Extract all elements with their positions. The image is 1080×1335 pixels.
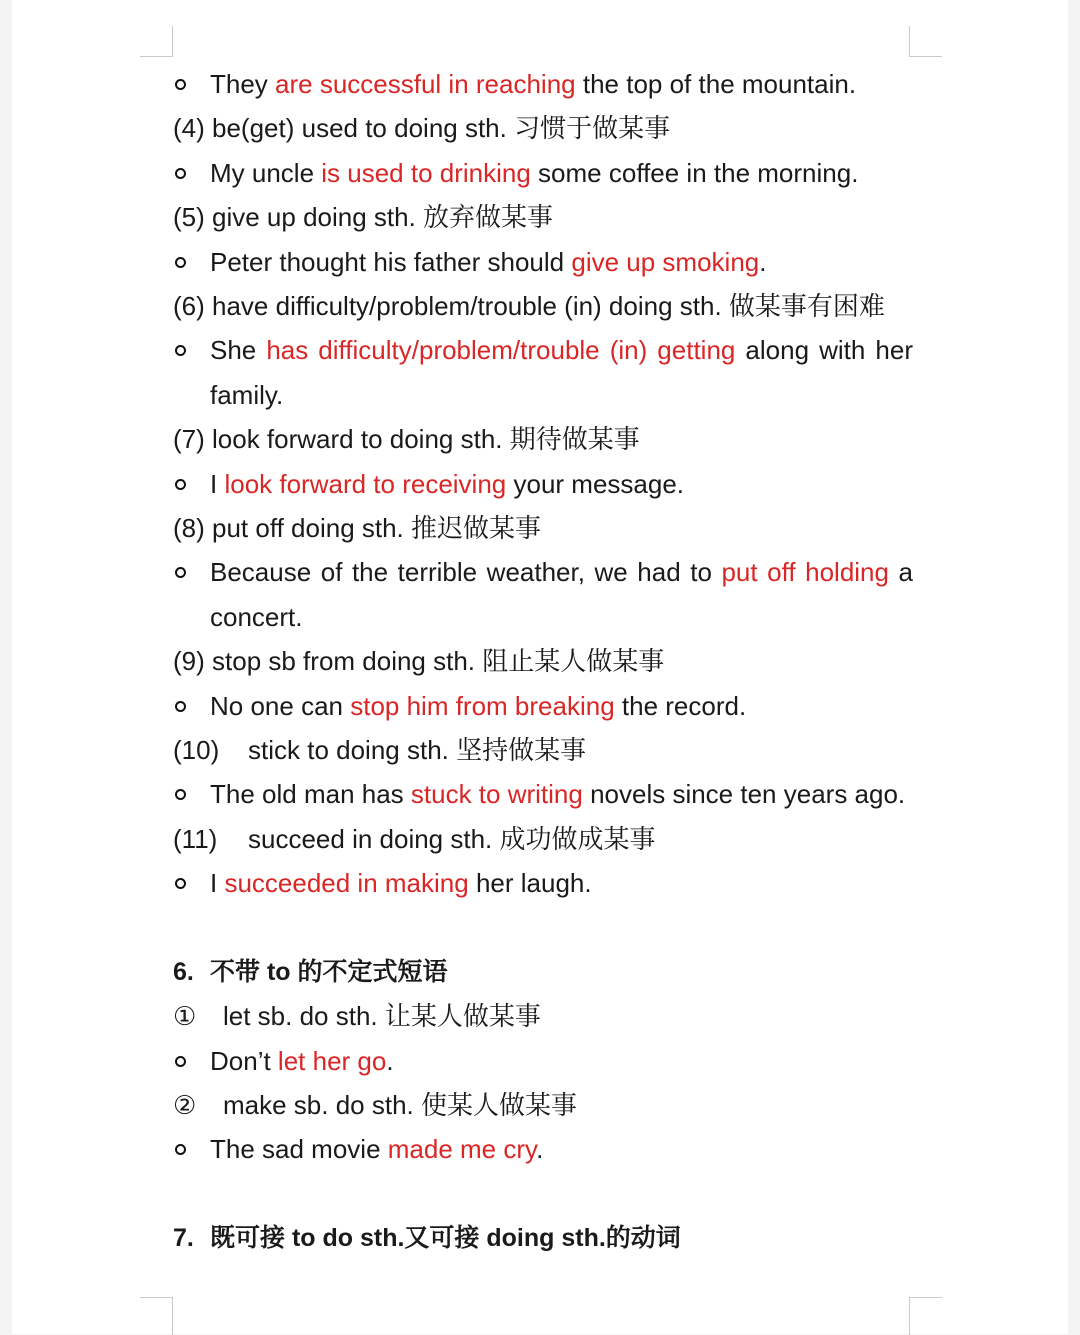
circled-number: ①: [173, 1001, 197, 1032]
phrase-text: be(get) used to doing sth. 习惯于做某事: [204, 113, 671, 144]
document-page: [12, 0, 1068, 1334]
page-corner-mark-top-right: [909, 26, 942, 57]
spacer: [173, 1172, 913, 1216]
phrase-number: (4): [173, 113, 205, 144]
bullet-icon: [175, 1144, 186, 1155]
phrase-text: give up doing sth. 放弃做某事: [204, 202, 554, 233]
phrase-item: [173, 106, 913, 150]
phrase-text: stick to doing sth. 坚持做某事: [248, 734, 587, 765]
phrase-text: look forward to doing sth. 期待做某事: [204, 424, 640, 455]
example-text: The sad movie made me cry.: [210, 1134, 544, 1165]
phrase-number: (11): [173, 823, 218, 854]
bullet-icon: [175, 479, 186, 490]
example-text: Peter thought his father should give up smoking.: [210, 246, 767, 277]
phrase-text: succeed in doing sth. 成功做成某事: [248, 823, 656, 854]
page-corner-mark-top-left: [140, 26, 173, 57]
phrase-text: stop sb from doing sth. 阻止某人做某事: [204, 646, 665, 677]
section-number: 6.: [173, 957, 194, 986]
bullet-icon: [175, 1056, 186, 1067]
phrase-item: [173, 728, 913, 772]
example-sentence: [173, 861, 913, 905]
example-text: I look forward to receiving your message.: [210, 468, 685, 499]
example-text: Because of the terrible weather, we had to put off holding a concert.: [210, 557, 913, 632]
phrase-item: [173, 817, 913, 861]
example-text: My uncle is used to drinking some coffee in the morning.: [210, 157, 859, 188]
example-sentence: [173, 772, 913, 816]
example-sentence: [173, 1039, 913, 1083]
phrase-text: put off doing sth. 推迟做某事: [204, 512, 542, 543]
page-corner-mark-bottom-left: [140, 1297, 173, 1335]
document-body: [173, 62, 913, 1261]
phrase-item: [173, 994, 913, 1038]
phrase-item: [173, 417, 913, 461]
example-sentence: [173, 550, 913, 639]
phrase-item: [173, 195, 913, 239]
phrase-item: [173, 506, 913, 550]
example-text: I succeeded in making her laugh.: [210, 868, 592, 899]
example-text: They are successful in reaching the top of the mountain.: [210, 69, 857, 99]
section-heading: [173, 950, 913, 994]
phrase-number: (9): [173, 646, 205, 677]
example-sentence: [173, 1127, 913, 1171]
example-text: No one can stop him from breaking the record.: [210, 690, 747, 721]
phrase-number: (6): [173, 290, 205, 321]
bullet-icon: [175, 168, 186, 179]
bullet-icon: [175, 701, 186, 712]
page-corner-mark-bottom-right: [909, 1297, 942, 1335]
spacer: [173, 905, 913, 949]
example-sentence: [173, 462, 913, 506]
bullet-icon: [175, 567, 186, 578]
example-sentence: [173, 240, 913, 284]
example-sentence: [173, 684, 913, 728]
example-sentence: [173, 62, 913, 106]
phrase-item: [173, 1083, 913, 1127]
phrase-number: (7): [173, 424, 205, 455]
phrase-number: (8): [173, 512, 205, 543]
circled-number: ②: [173, 1090, 197, 1121]
example-text: She has difficulty/problem/trouble (in) getting along with her family.: [210, 335, 913, 410]
phrase-item: [173, 284, 913, 328]
example-sentence: [173, 328, 913, 417]
bullet-icon: [175, 79, 186, 90]
bullet-icon: [175, 257, 186, 268]
bullet-icon: [175, 789, 186, 800]
phrase-number: (10): [173, 734, 220, 765]
section-title: 既可接 to do sth.又可接 doing sth.的动词: [210, 1224, 681, 1253]
phrase-text: let sb. do sth. 让某人做某事: [223, 1001, 541, 1032]
section-number: 7.: [173, 1224, 194, 1253]
phrase-item: [173, 639, 913, 683]
phrase-text: make sb. do sth. 使某人做某事: [223, 1090, 577, 1121]
bullet-icon: [175, 345, 186, 356]
example-text: Don’t let her go.: [210, 1045, 394, 1076]
section-title: 不带 to 的不定式短语: [210, 957, 448, 986]
phrase-number: (5): [173, 202, 205, 233]
example-sentence: [173, 151, 913, 195]
section-heading: [173, 1216, 913, 1260]
phrase-text: have difficulty/problem/trouble (in) doing sth. 做某事有困难: [204, 290, 885, 321]
bullet-icon: [175, 878, 186, 889]
example-text: The old man has stuck to writing novels since ten years ago.: [210, 779, 906, 810]
